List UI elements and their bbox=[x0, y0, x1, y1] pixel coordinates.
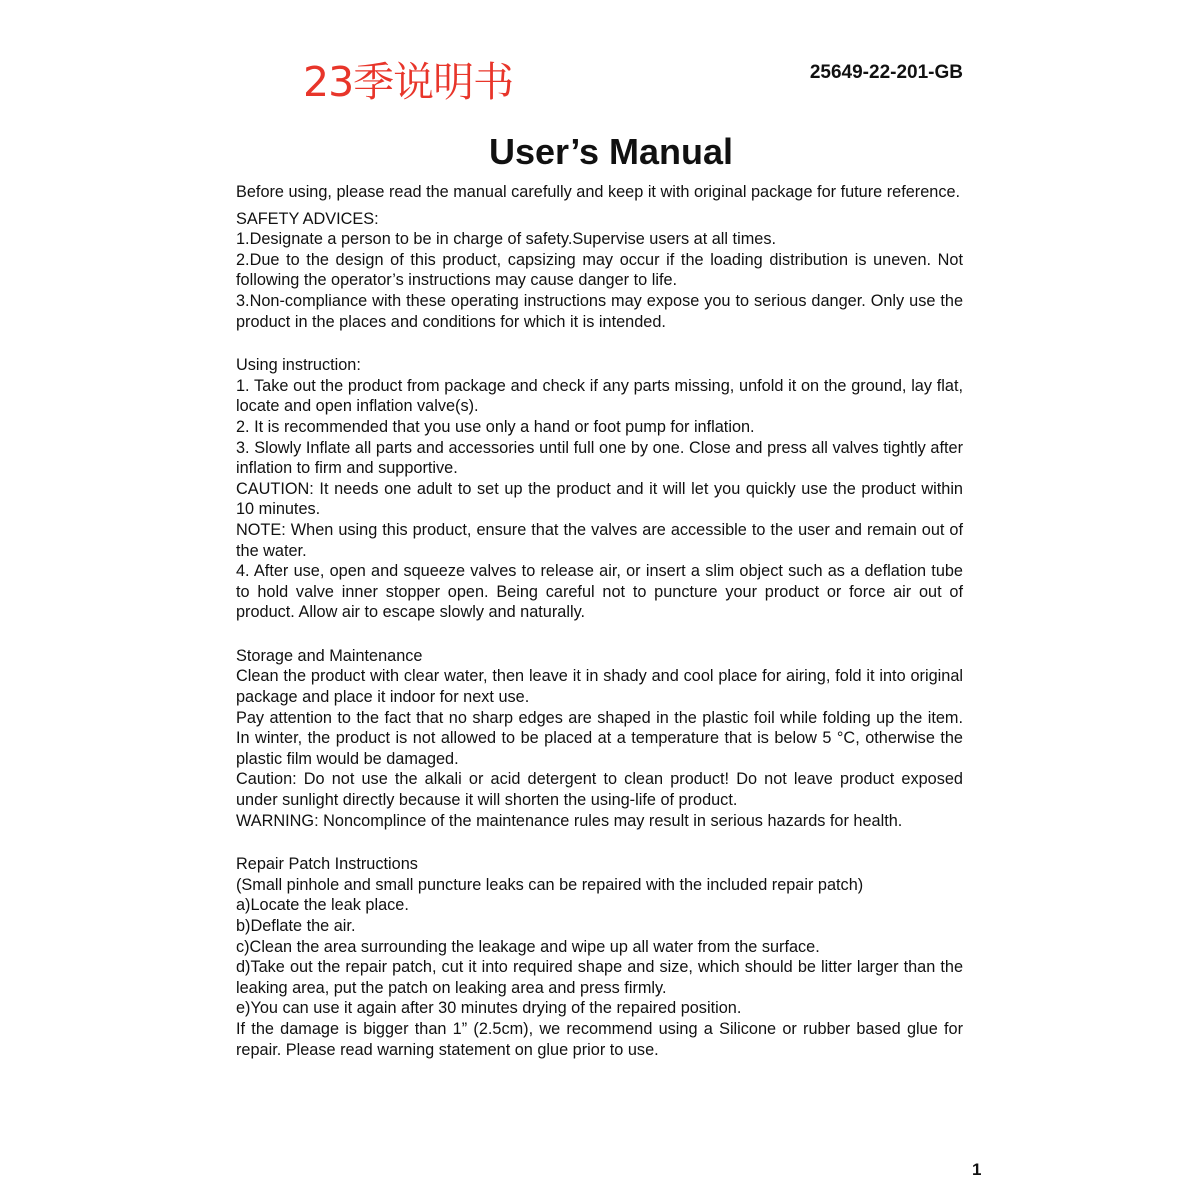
using-item: 3. Slowly Inflate all parts and accessories until full one by one. Close and press all valves tightly after inflation to firm and supportive. bbox=[236, 438, 963, 478]
section-spacer bbox=[236, 623, 963, 646]
using-item: 4. After use, open and squeeze valves to release air, or insert a slim object such as a deflation tube to hold valve inner stopper open. Being careful not to puncture your product or force air out of product. Allow air to escape slowly and naturally. bbox=[236, 562, 963, 622]
repair-item: d)Take out the repair patch, cut it into required shape and size, which should be litter larger than the leaking area, put the patch on leaking area and press firmly. bbox=[236, 958, 963, 997]
safety-item: 3.Non-compliance with these operating instructions may expose you to serious danger. Only use the product in the places and conditions for which it is intended. bbox=[236, 291, 963, 331]
repair-item: a)Locate the leak place. bbox=[236, 896, 409, 915]
repair-heading: Repair Patch Instructions bbox=[236, 855, 418, 874]
intro-paragraph: Before using, please read the manual carefully and keep it with original package for future reference. bbox=[236, 183, 961, 201]
safety-item: 1.Designate a person to be in charge of safety.Supervise users at all times. bbox=[236, 230, 776, 249]
storage-heading: Storage and Maintenance bbox=[236, 646, 423, 665]
section-spacer bbox=[236, 831, 963, 854]
using-note: NOTE: When using this product, ensure that the valves are accessible to the user and remain out of the water. bbox=[236, 520, 963, 560]
safety-item: 2.Due to the design of this product, capsizing may occur if the loading distribution is uneven. Not following the operator’s instructions may cause danger to life. bbox=[236, 250, 963, 290]
document-code: 25649-22-201-GB bbox=[809, 62, 963, 83]
repair-item: e)You can use it again after 30 minutes drying of the repaired position. bbox=[236, 999, 742, 1018]
manual-body bbox=[236, 182, 963, 1060]
repair-item: b)Deflate the air. bbox=[236, 917, 356, 935]
storage-caution: Caution: Do not use the alkali or acid detergent to clean product! Do not leave product exposed under sunlight directly because it will shorten the using-life of product. bbox=[236, 770, 963, 810]
using-heading: Using instruction: bbox=[236, 356, 361, 375]
using-caution: CAUTION: It needs one adult to set up the product and it will let you quickly use the product within 10 minutes. bbox=[236, 479, 963, 519]
storage-warning: WARNING: Noncomplince of the maintenance rules may result in serious hazards for health. bbox=[236, 811, 903, 830]
page-title: User’s Manual bbox=[488, 131, 734, 172]
using-item: 2. It is recommended that you use only a hand or foot pump for inflation. bbox=[236, 417, 755, 436]
section-spacer bbox=[236, 332, 963, 355]
repair-item: c)Clean the area surrounding the leakage and wipe up all water from the surface. bbox=[236, 937, 820, 956]
page-number: 1 bbox=[972, 1160, 982, 1179]
season-note: 23季说明书 bbox=[303, 58, 514, 106]
safety-heading: SAFETY ADVICES: bbox=[236, 209, 379, 228]
storage-item: Clean the product with clear water, then leave it in shady and cool place for airing, fold it into original package and place it indoor for next use. bbox=[236, 667, 963, 707]
repair-item: (Small pinhole and small puncture leaks can be repaired with the included repair patch) bbox=[236, 875, 864, 894]
storage-item: Pay attention to the fact that no sharp edges are shaped in the plastic foil while folding up the item. In winter, the product is not allowed to be placed at a temperature that is below 5 °C, otherwise the plastic film would be damaged. bbox=[236, 708, 963, 768]
using-item: 1. Take out the product from package and check if any parts missing, unfold it on the ground, lay flat, locate and open inflation valve(s). bbox=[236, 376, 963, 416]
repair-item: If the damage is bigger than 1” (2.5cm), we recommend using a Silicone or rubber based glue for repair. Please read warning statement on glue prior to use. bbox=[236, 1019, 963, 1059]
